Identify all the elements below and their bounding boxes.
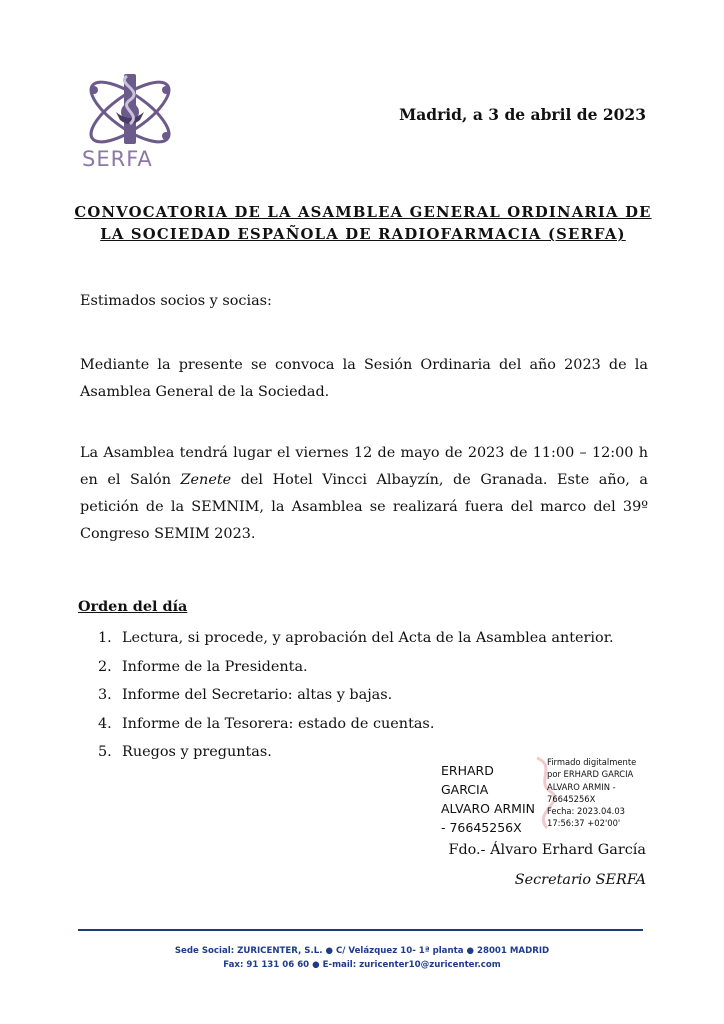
signer-name-line: GARCIA <box>441 782 489 797</box>
agenda-item-text: Lectura, si procede, y aprobación del Acta de la Asamblea anterior. <box>122 630 614 646</box>
signer-name <box>441 761 553 837</box>
signature-detail-line: Fecha: 2023.04.03 <box>547 806 625 817</box>
agenda-item <box>78 710 658 739</box>
greeting: Estimados socios y socias: <box>80 293 272 309</box>
signer-name-line: ALVARO ARMIN <box>441 801 536 816</box>
footer-contact: Fax: 91 131 06 60 ● E-mail: zuricenter10@zuricenter.com <box>223 960 501 970</box>
venue-name: Zenete <box>180 472 232 488</box>
signature-details <box>547 756 662 830</box>
agenda-item-text: Ruegos y preguntas. <box>122 744 272 760</box>
document-title <box>56 202 670 246</box>
agenda-item-number: 4. <box>98 715 112 732</box>
signature-detail-line: Firmado digitalmente <box>547 757 637 767</box>
agenda-heading: Orden del día <box>78 598 188 615</box>
agenda-item-text: Informe del Secretario: altas y bajas. <box>122 687 393 703</box>
document-date: Madrid, a 3 de abril de 2023 <box>399 105 646 124</box>
venue-text-b: del Hotel Vincci Albayzín, de Granada. Este año, a petición de la SEMNIM, la Asamblea se realizará fuera del marco del 39º Congreso SEMIM 2023. <box>80 472 648 542</box>
agenda-item-number: 2. <box>98 658 112 675</box>
signature-detail-line: ALVARO ARMIN - <box>547 781 616 792</box>
signature-detail-line: 17:56:37 +02'00' <box>547 818 621 829</box>
agenda-list <box>78 624 658 767</box>
footer-address: Sede Social: ZURICENTER, S.L. ● C/ Velázquez 10- 1ª planta ● 28001 MADRID <box>174 946 550 956</box>
title-line-2: LA SOCIEDAD ESPAÑOLA DE RADIOFARMACIA (SERFA) <box>100 226 626 243</box>
paragraph-venue <box>80 440 648 548</box>
agenda-item <box>78 653 658 682</box>
agenda-item-text: Informe de la Presidenta. <box>122 658 308 675</box>
agenda-item <box>78 681 658 710</box>
agenda-item-number: 5. <box>98 744 112 760</box>
venue-text-a: La Asamblea tendrá lugar el viernes 12 de mayo de 2023 de 11:00 – 12:00 h en el Salón <box>80 445 648 488</box>
logo-text: SERFA <box>82 147 153 171</box>
signature-detail-line: 76645256X <box>547 793 596 804</box>
agenda-item-number: 1. <box>98 630 112 646</box>
signer-name-line: - 76645256X <box>441 820 522 835</box>
signer-name-line: ERHARD <box>441 763 494 778</box>
signature-detail-line: por ERHARD GARCIA <box>547 769 634 780</box>
agenda-item-text: Informe de la Tesorera: estado de cuentas. <box>122 715 435 732</box>
signed-by: Fdo.- Álvaro Erhard García <box>448 842 646 858</box>
paragraph-convocation: Mediante la presente se convoca la Sesión Ordinaria del año 2023 de la Asamblea General de la Sociedad. <box>80 357 648 400</box>
signer-role: Secretario SERFA <box>514 872 646 888</box>
agenda-item <box>78 624 658 653</box>
title-line-1: CONVOCATORIA DE LA ASAMBLEA GENERAL ORDINARIA DE <box>74 204 652 221</box>
agenda-item-number: 3. <box>98 687 112 703</box>
footer-divider <box>78 929 643 931</box>
